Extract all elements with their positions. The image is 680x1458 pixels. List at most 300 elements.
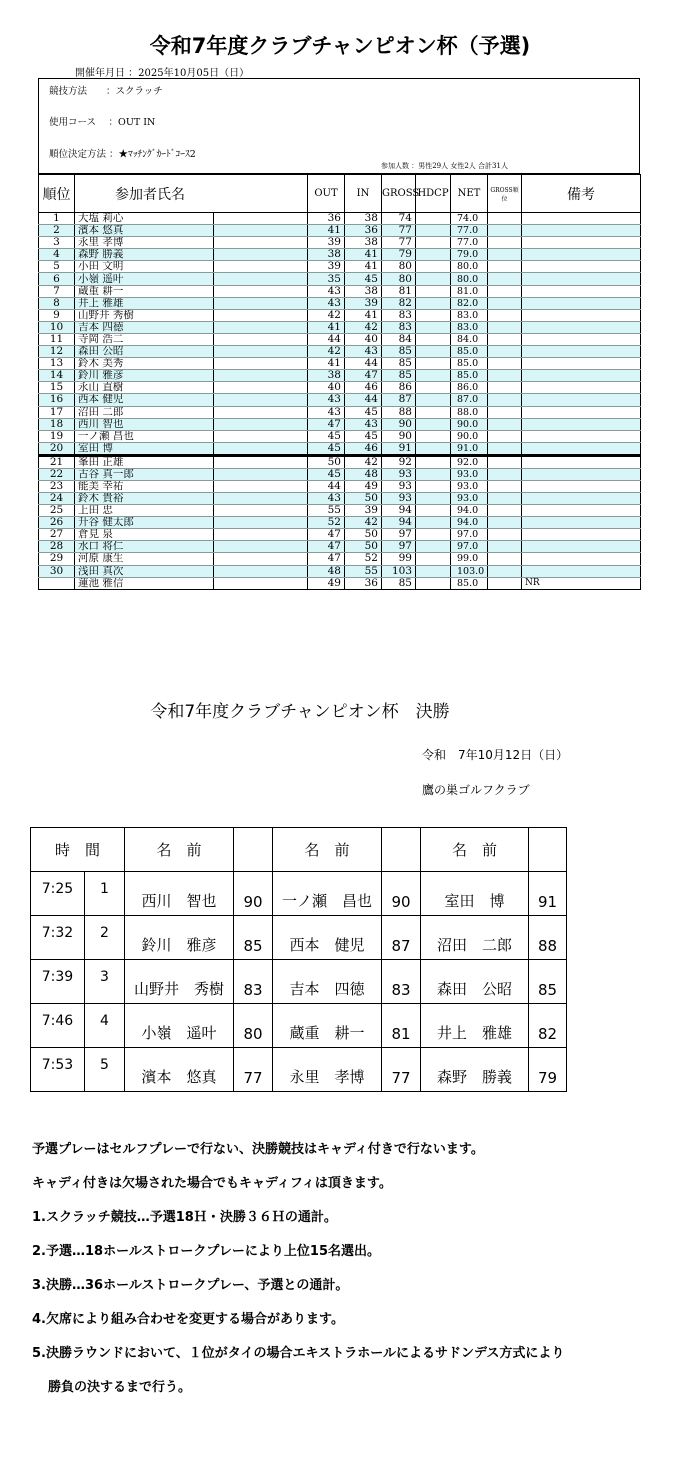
row-gross-rank xyxy=(488,394,522,406)
final-header-name-1: 名 前 xyxy=(125,828,234,872)
player-qualifying-score: 82 xyxy=(529,1004,567,1048)
row-remarks xyxy=(522,309,641,321)
row-name: 水口 将仁 xyxy=(75,541,214,553)
row-in: 48 xyxy=(345,468,382,480)
row-remarks xyxy=(522,406,641,418)
row-name-spacer xyxy=(214,553,308,565)
row-rank: 27 xyxy=(39,529,75,541)
row-name-spacer xyxy=(214,442,308,455)
row-hdcp xyxy=(416,346,451,358)
row-name-spacer xyxy=(214,480,308,492)
row-rank: 30 xyxy=(39,565,75,577)
row-name: 井上 雅雄 xyxy=(75,297,214,309)
qualifying-row xyxy=(39,455,641,468)
row-in: 45 xyxy=(345,430,382,442)
row-net: 85.0 xyxy=(451,370,488,382)
final-header-time: 時 間 xyxy=(31,828,125,872)
note-line: 1.スクラッチ競技…予選18Ｈ・決勝３６Ｈの通計。 xyxy=(32,1210,337,1225)
qualifying-row xyxy=(39,418,641,430)
row-name-spacer xyxy=(214,213,308,225)
row-in: 44 xyxy=(345,394,382,406)
row-out: 45 xyxy=(308,442,345,455)
qualifying-row xyxy=(39,213,641,225)
player-qualifying-score: 85 xyxy=(234,916,273,960)
player-qualifying-score: 79 xyxy=(529,1048,567,1092)
row-gross: 93 xyxy=(382,480,416,492)
tee-time: 7:39 xyxy=(31,960,85,1004)
row-name: 鈴川 雅彦 xyxy=(75,370,214,382)
qualifying-row xyxy=(39,333,641,345)
row-out: 45 xyxy=(308,468,345,480)
row-gross: 74 xyxy=(382,213,416,225)
row-rank: 14 xyxy=(39,370,75,382)
qualifying-row xyxy=(39,346,641,358)
row-gross: 87 xyxy=(382,394,416,406)
row-out: 42 xyxy=(308,346,345,358)
row-in: 36 xyxy=(345,225,382,237)
row-gross-rank xyxy=(488,358,522,370)
row-out: 44 xyxy=(308,480,345,492)
row-in: 47 xyxy=(345,370,382,382)
row-net: 94.0 xyxy=(451,517,488,529)
row-remarks xyxy=(522,492,641,504)
row-gross: 90 xyxy=(382,430,416,442)
row-in: 50 xyxy=(345,541,382,553)
row-name-spacer xyxy=(214,358,308,370)
header-name-spacer xyxy=(214,175,308,213)
player-qualifying-score: 90 xyxy=(234,872,273,916)
row-gross-rank xyxy=(488,505,522,517)
row-gross-rank xyxy=(488,309,522,321)
row-gross: 85 xyxy=(382,358,416,370)
row-gross-rank xyxy=(488,321,522,333)
row-rank: 15 xyxy=(39,382,75,394)
row-gross-rank xyxy=(488,333,522,345)
row-name-spacer xyxy=(214,517,308,529)
header-gross: GROSS xyxy=(382,175,416,213)
row-name: 大塩 莉心 xyxy=(75,213,214,225)
row-gross: 82 xyxy=(382,297,416,309)
row-gross: 92 xyxy=(382,455,416,468)
row-name-spacer xyxy=(214,370,308,382)
qualifying-row xyxy=(39,394,641,406)
row-gross: 94 xyxy=(382,505,416,517)
row-gross-rank xyxy=(488,480,522,492)
qualifying-row xyxy=(39,225,641,237)
row-out: 39 xyxy=(308,261,345,273)
row-name: 蓮池 雅信 xyxy=(75,577,214,589)
final-header-name-2: 名 前 xyxy=(273,828,382,872)
row-gross: 83 xyxy=(382,309,416,321)
row-out: 43 xyxy=(308,492,345,504)
row-name-spacer xyxy=(214,468,308,480)
row-net: 91.0 xyxy=(451,442,488,455)
row-name-spacer xyxy=(214,394,308,406)
player-qualifying-score: 83 xyxy=(382,960,421,1004)
row-out: 43 xyxy=(308,285,345,297)
row-rank: 23 xyxy=(39,480,75,492)
row-hdcp xyxy=(416,418,451,430)
row-gross: 81 xyxy=(382,285,416,297)
qualifying-row xyxy=(39,430,641,442)
row-name: 浅田 真次 xyxy=(75,565,214,577)
row-name-spacer xyxy=(214,565,308,577)
row-hdcp xyxy=(416,529,451,541)
player-name: 井上 雅雄 xyxy=(421,1004,529,1048)
row-hdcp xyxy=(416,249,451,261)
row-name-spacer xyxy=(214,430,308,442)
header-gross-rank: GROSS順位 xyxy=(488,175,522,213)
row-name-spacer xyxy=(214,249,308,261)
player-name: 森野 勝義 xyxy=(421,1048,529,1092)
row-in: 41 xyxy=(345,249,382,261)
row-name: 古谷 真一郎 xyxy=(75,468,214,480)
row-in: 41 xyxy=(345,309,382,321)
row-rank: 11 xyxy=(39,333,75,345)
row-in: 49 xyxy=(345,480,382,492)
row-hdcp xyxy=(416,553,451,565)
row-name-spacer xyxy=(214,225,308,237)
row-in: 50 xyxy=(345,492,382,504)
row-gross-rank xyxy=(488,553,522,565)
header-rank: 順位 xyxy=(39,175,75,213)
row-gross-rank xyxy=(488,237,522,249)
row-name: 吉本 四徳 xyxy=(75,321,214,333)
row-name: 永山 直樹 xyxy=(75,382,214,394)
row-rank: 17 xyxy=(39,406,75,418)
row-remarks xyxy=(522,382,641,394)
row-hdcp xyxy=(416,213,451,225)
qualifying-row xyxy=(39,273,641,285)
row-gross: 85 xyxy=(382,370,416,382)
player-name: 鈴川 雅彦 xyxy=(125,916,234,960)
row-hdcp xyxy=(416,480,451,492)
row-rank: 9 xyxy=(39,309,75,321)
player-name: 山野井 秀樹 xyxy=(125,960,234,1004)
qualifying-row xyxy=(39,442,641,455)
qualifying-row xyxy=(39,382,641,394)
row-name-spacer xyxy=(214,541,308,553)
row-name: 西本 健児 xyxy=(75,394,214,406)
row-gross-rank xyxy=(488,541,522,553)
row-out: 38 xyxy=(308,370,345,382)
header-net: NET xyxy=(451,175,488,213)
row-hdcp xyxy=(416,225,451,237)
row-remarks xyxy=(522,517,641,529)
row-in: 39 xyxy=(345,297,382,309)
row-name-spacer xyxy=(214,309,308,321)
row-net: 85.0 xyxy=(451,358,488,370)
competition-info-box xyxy=(38,78,640,174)
qualifying-row xyxy=(39,321,641,333)
row-name: 能美 幸祐 xyxy=(75,480,214,492)
row-net: 85.0 xyxy=(451,346,488,358)
row-gross-rank xyxy=(488,565,522,577)
row-name: 寺岡 浩二 xyxy=(75,333,214,345)
row-out: 36 xyxy=(308,213,345,225)
player-qualifying-score: 83 xyxy=(234,960,273,1004)
row-out: 41 xyxy=(308,358,345,370)
row-rank xyxy=(39,577,75,589)
row-hdcp xyxy=(416,541,451,553)
row-net: 97.0 xyxy=(451,541,488,553)
note-line: 4.欠席により組み合わせを変更する場合があります。 xyxy=(32,1312,344,1327)
qualifying-row xyxy=(39,565,641,577)
row-net: 93.0 xyxy=(451,468,488,480)
row-hdcp xyxy=(416,455,451,468)
row-gross-rank xyxy=(488,468,522,480)
row-net: 82.0 xyxy=(451,297,488,309)
qualifying-row xyxy=(39,249,641,261)
row-rank: 6 xyxy=(39,273,75,285)
row-name-spacer xyxy=(214,237,308,249)
row-gross-rank xyxy=(488,261,522,273)
tee-time: 7:46 xyxy=(31,1004,85,1048)
row-remarks xyxy=(522,225,641,237)
row-hdcp xyxy=(416,358,451,370)
row-name: 森野 勝義 xyxy=(75,249,214,261)
row-rank: 10 xyxy=(39,321,75,333)
row-net: 94.0 xyxy=(451,505,488,517)
player-name: 小嶺 遥叶 xyxy=(125,1004,234,1048)
row-gross: 79 xyxy=(382,249,416,261)
row-gross: 93 xyxy=(382,492,416,504)
row-name-spacer xyxy=(214,455,308,468)
row-in: 45 xyxy=(345,406,382,418)
row-out: 41 xyxy=(308,225,345,237)
player-qualifying-score: 85 xyxy=(529,960,567,1004)
row-remarks xyxy=(522,285,641,297)
row-in: 46 xyxy=(345,442,382,455)
row-gross: 83 xyxy=(382,321,416,333)
note-line: 2.予選…18ホールストロークプレーにより上位15名選出。 xyxy=(32,1244,380,1259)
row-hdcp xyxy=(416,273,451,285)
row-name-spacer xyxy=(214,505,308,517)
header-out: OUT xyxy=(308,175,345,213)
row-name: 沼田 二郎 xyxy=(75,406,214,418)
player-qualifying-score: 88 xyxy=(529,916,567,960)
ranking-method: 順位決定方法 ：★ﾏｯﾁﾝｸﾞｶｰﾄﾞｺｰｽ2 xyxy=(49,149,196,160)
row-remarks xyxy=(522,480,641,492)
row-hdcp xyxy=(416,370,451,382)
row-in: 42 xyxy=(345,517,382,529)
row-name-spacer xyxy=(214,577,308,589)
row-remarks xyxy=(522,370,641,382)
row-gross: 85 xyxy=(382,577,416,589)
row-gross: 86 xyxy=(382,382,416,394)
player-qualifying-score: 87 xyxy=(382,916,421,960)
row-remarks xyxy=(522,333,641,345)
row-hdcp xyxy=(416,382,451,394)
row-name-spacer xyxy=(214,273,308,285)
qualifying-row xyxy=(39,480,641,492)
final-group-row xyxy=(31,872,567,916)
final-pairings-table xyxy=(30,827,567,1092)
row-out: 42 xyxy=(308,309,345,321)
row-gross-rank xyxy=(488,492,522,504)
row-hdcp xyxy=(416,430,451,442)
row-gross-rank xyxy=(488,577,522,589)
row-out: 41 xyxy=(308,321,345,333)
header-remarks: 備考 xyxy=(522,175,641,213)
row-gross-rank xyxy=(488,370,522,382)
row-hdcp xyxy=(416,297,451,309)
row-hdcp xyxy=(416,394,451,406)
row-hdcp xyxy=(416,261,451,273)
competition-notes xyxy=(32,1140,672,1412)
row-name: 鈴木 貴裕 xyxy=(75,492,214,504)
row-hdcp xyxy=(416,492,451,504)
row-rank: 2 xyxy=(39,225,75,237)
row-name-spacer xyxy=(214,346,308,358)
row-in: 40 xyxy=(345,333,382,345)
row-gross: 85 xyxy=(382,346,416,358)
row-in: 43 xyxy=(345,418,382,430)
row-rank: 19 xyxy=(39,430,75,442)
row-hdcp xyxy=(416,505,451,517)
final-group-row xyxy=(31,960,567,1004)
row-hdcp xyxy=(416,517,451,529)
row-net: 103.0 xyxy=(451,565,488,577)
player-qualifying-score: 77 xyxy=(234,1048,273,1092)
row-net: 81.0 xyxy=(451,285,488,297)
row-name: 小田 文明 xyxy=(75,261,214,273)
player-name: 濱本 悠真 xyxy=(125,1048,234,1092)
row-out: 39 xyxy=(308,237,345,249)
row-out: 49 xyxy=(308,577,345,589)
row-name: 鈴木 美秀 xyxy=(75,358,214,370)
row-in: 50 xyxy=(345,529,382,541)
final-title: 令和7年度クラブチャンピオン杯 決勝 xyxy=(150,702,450,722)
row-rank: 12 xyxy=(39,346,75,358)
row-remarks xyxy=(522,394,641,406)
row-in: 43 xyxy=(345,346,382,358)
final-header-score-3 xyxy=(529,828,567,872)
participant-count: 参加人数 ：男性29人 女性2人 合計31人 xyxy=(381,162,508,170)
row-remarks: NR xyxy=(522,577,641,589)
final-group-row xyxy=(31,916,567,960)
qualifying-row xyxy=(39,309,641,321)
row-name-spacer xyxy=(214,529,308,541)
row-out: 47 xyxy=(308,553,345,565)
row-hdcp xyxy=(416,577,451,589)
row-out: 47 xyxy=(308,541,345,553)
row-rank: 13 xyxy=(39,358,75,370)
note-line: 5.決勝ラウンドにおいて、１位がタイの場合エキストラホールによるサドンデス方式により xyxy=(32,1346,565,1361)
header-name: 参加者氏名 xyxy=(75,175,214,213)
row-net: 79.0 xyxy=(451,249,488,261)
row-out: 40 xyxy=(308,382,345,394)
row-out: 48 xyxy=(308,565,345,577)
row-gross-rank xyxy=(488,382,522,394)
note-line: キャディ付きは欠場された場合でもキャディフィは頂きます。 xyxy=(32,1176,392,1191)
row-net: 90.0 xyxy=(451,430,488,442)
row-name: 峯田 正雄 xyxy=(75,455,214,468)
row-in: 55 xyxy=(345,565,382,577)
row-in: 42 xyxy=(345,455,382,468)
qualifying-results-table xyxy=(38,174,641,590)
row-remarks xyxy=(522,321,641,333)
row-remarks xyxy=(522,358,641,370)
player-name: 吉本 四徳 xyxy=(273,960,382,1004)
row-in: 38 xyxy=(345,237,382,249)
row-gross-rank xyxy=(488,249,522,261)
row-hdcp xyxy=(416,237,451,249)
row-in: 45 xyxy=(345,273,382,285)
final-header-name-3: 名 前 xyxy=(421,828,529,872)
row-gross-rank xyxy=(488,273,522,285)
row-net: 92.0 xyxy=(451,455,488,468)
qualifying-row xyxy=(39,541,641,553)
row-rank: 28 xyxy=(39,541,75,553)
row-name-spacer xyxy=(214,285,308,297)
row-rank: 16 xyxy=(39,394,75,406)
row-gross: 91 xyxy=(382,442,416,455)
player-name: 室田 博 xyxy=(421,872,529,916)
club-name: 鷹の巣ゴルフクラブ xyxy=(422,783,530,797)
qualifying-row xyxy=(39,468,641,480)
row-out: 43 xyxy=(308,406,345,418)
row-net: 93.0 xyxy=(451,480,488,492)
row-net: 84.0 xyxy=(451,333,488,345)
row-gross-rank xyxy=(488,517,522,529)
row-rank: 7 xyxy=(39,285,75,297)
row-name-spacer xyxy=(214,297,308,309)
row-gross-rank xyxy=(488,285,522,297)
row-name-spacer xyxy=(214,321,308,333)
row-gross-rank xyxy=(488,418,522,430)
qualifying-row xyxy=(39,529,641,541)
row-remarks xyxy=(522,505,641,517)
final-header-score-2 xyxy=(382,828,421,872)
row-net: 77.0 xyxy=(451,225,488,237)
row-net: 99.0 xyxy=(451,553,488,565)
row-out: 44 xyxy=(308,333,345,345)
qualifying-row xyxy=(39,358,641,370)
row-name: 山野井 秀樹 xyxy=(75,309,214,321)
row-remarks xyxy=(522,565,641,577)
row-name: 上田 忠 xyxy=(75,505,214,517)
row-name: 倉見 泉 xyxy=(75,529,214,541)
row-remarks xyxy=(522,273,641,285)
row-gross: 77 xyxy=(382,237,416,249)
row-name-spacer xyxy=(214,333,308,345)
player-qualifying-score: 81 xyxy=(382,1004,421,1048)
row-out: 43 xyxy=(308,297,345,309)
player-name: 西川 智也 xyxy=(125,872,234,916)
player-qualifying-score: 77 xyxy=(382,1048,421,1092)
row-rank: 25 xyxy=(39,505,75,517)
row-gross: 77 xyxy=(382,225,416,237)
player-name: 沼田 二郎 xyxy=(421,916,529,960)
row-name: 一ノ瀬 昌也 xyxy=(75,430,214,442)
row-gross: 90 xyxy=(382,418,416,430)
qualifying-row xyxy=(39,285,641,297)
row-hdcp xyxy=(416,468,451,480)
row-net: 74.0 xyxy=(451,213,488,225)
row-gross-rank xyxy=(488,346,522,358)
row-name-spacer xyxy=(214,261,308,273)
row-name-spacer xyxy=(214,382,308,394)
row-rank: 5 xyxy=(39,261,75,273)
row-remarks xyxy=(522,418,641,430)
player-name: 蔵重 耕一 xyxy=(273,1004,382,1048)
row-remarks xyxy=(522,297,641,309)
row-hdcp xyxy=(416,309,451,321)
player-qualifying-score: 90 xyxy=(382,872,421,916)
row-in: 39 xyxy=(345,505,382,517)
row-name: 永里 孝博 xyxy=(75,237,214,249)
